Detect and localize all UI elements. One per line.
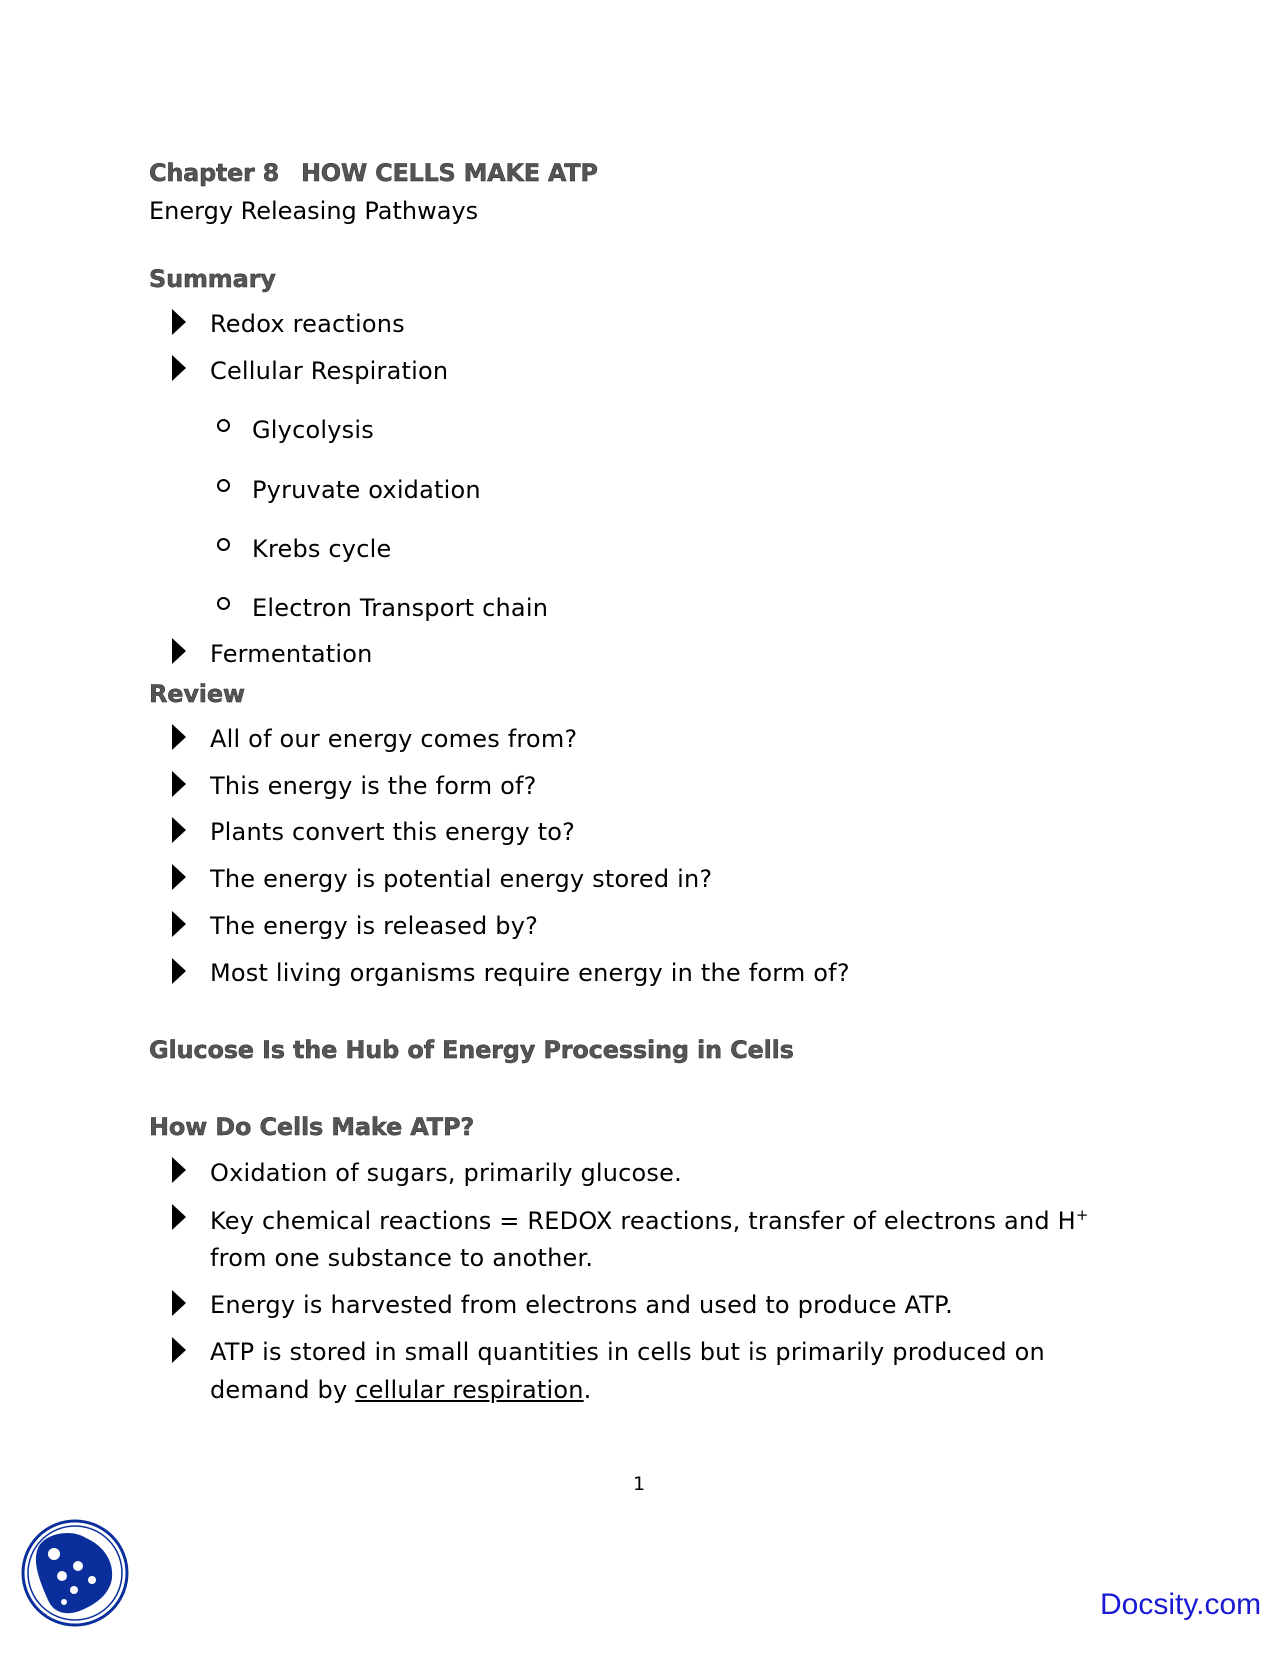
triangle-bullet-icon — [172, 355, 186, 381]
atp-point: ATP is stored in small quantities in cells but is primarily produced on — [210, 1338, 1045, 1366]
triangle-bullet-icon — [172, 724, 186, 750]
triangle-bullet-icon — [172, 911, 186, 937]
atp-point-text: Key chemical reactions = REDOX reactions, transfer of electrons and H — [210, 1207, 1076, 1235]
docsity-logo[interactable] — [20, 1518, 130, 1628]
review-question: The energy is released by? — [210, 912, 539, 940]
summary-heading: Summary — [149, 265, 276, 293]
triangle-bullet-icon — [172, 817, 186, 843]
triangle-bullet-icon — [172, 958, 186, 984]
atp-text-period: . — [583, 1376, 592, 1404]
summary-subitem: Electron Transport chain — [252, 594, 549, 622]
cellular-respiration-link[interactable]: cellular respiration — [355, 1376, 584, 1404]
summary-subitem: Pyruvate oxidation — [252, 476, 481, 504]
triangle-bullet-icon — [172, 1204, 186, 1230]
atp-point — [210, 1206, 1089, 1235]
review-question: The energy is potential energy stored in? — [210, 865, 713, 893]
atp-point-continuation — [210, 1376, 592, 1404]
triangle-bullet-icon — [172, 864, 186, 890]
circle-bullet-icon — [217, 419, 230, 432]
atp-text: demand by — [210, 1376, 356, 1404]
chapter-label: Chapter 8 — [149, 159, 280, 187]
summary-item: Fermentation — [210, 640, 373, 668]
triangle-bullet-icon — [172, 638, 186, 664]
page-subtitle: Energy Releasing Pathways — [149, 197, 479, 225]
triangle-bullet-icon — [172, 1290, 186, 1316]
docsity-brand-link[interactable]: Docsity.com — [1100, 1588, 1262, 1621]
triangle-bullet-icon — [172, 1157, 186, 1183]
review-question: All of our energy comes from? — [210, 725, 578, 753]
summary-subitem: Glycolysis — [252, 416, 374, 444]
chapter-name: HOW CELLS MAKE ATP — [301, 159, 598, 187]
atp-point-continuation: from one substance to another. — [210, 1244, 594, 1272]
circle-bullet-icon — [217, 538, 230, 551]
review-heading: Review — [149, 680, 245, 708]
docsity-logo-icon — [20, 1518, 130, 1628]
summary-subitem: Krebs cycle — [252, 535, 392, 563]
triangle-bullet-icon — [172, 771, 186, 797]
circle-bullet-icon — [217, 479, 230, 492]
atp-point: Energy is harvested from electrons and used to produce ATP. — [210, 1291, 953, 1319]
circle-bullet-icon — [217, 597, 230, 610]
review-question: Most living organisms require energy in the form of? — [210, 959, 850, 987]
summary-item: Cellular Respiration — [210, 357, 449, 385]
review-question: Plants convert this energy to? — [210, 818, 576, 846]
atp-heading: How Do Cells Make ATP? — [149, 1113, 475, 1141]
chapter-title — [149, 159, 598, 187]
review-question: This energy is the form of? — [210, 772, 537, 800]
glucose-heading: Glucose Is the Hub of Energy Processing in Cells — [149, 1036, 794, 1064]
summary-item: Redox reactions — [210, 310, 405, 338]
atp-point: Oxidation of sugars, primarily glucose. — [210, 1159, 682, 1187]
triangle-bullet-icon — [172, 1337, 186, 1363]
page-number: 1 — [633, 1473, 646, 1495]
triangle-bullet-icon — [172, 309, 186, 335]
superscript-plus: + — [1075, 1206, 1089, 1224]
